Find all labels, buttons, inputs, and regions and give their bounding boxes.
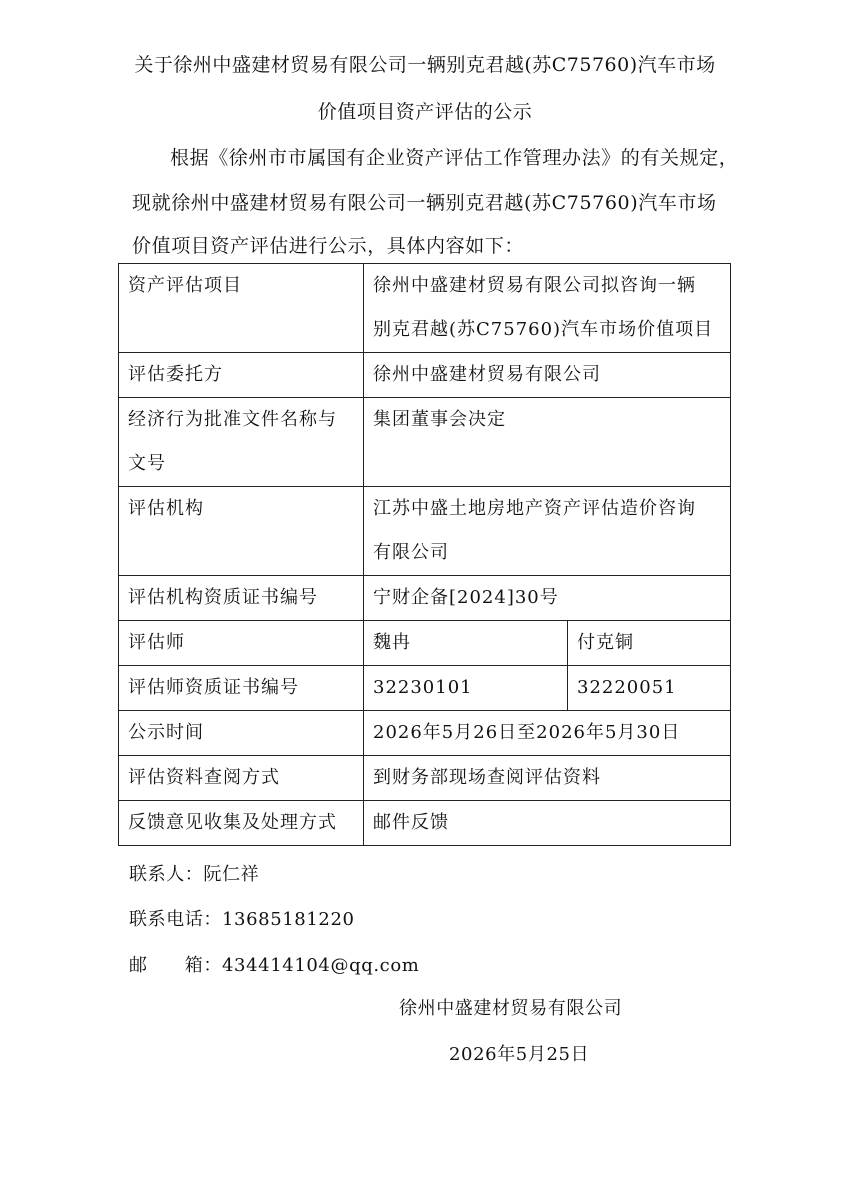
- contact-person: 联系人：阮仁祥: [129, 864, 260, 885]
- appraiser-cert-label: 评估师资质证书编号: [119, 666, 364, 711]
- appraiser-1: 魏冉: [364, 621, 568, 666]
- contact-email: [129, 951, 419, 977]
- appraiser-cert-2: 32220051: [568, 666, 731, 711]
- table-row: [119, 756, 731, 801]
- email-label: 邮 箱：: [129, 955, 222, 976]
- agency-cert-label: 评估机构资质证书编号: [119, 576, 364, 621]
- period-label: 公示时间: [119, 711, 364, 756]
- email-link[interactable]: 434414104@qq.com: [222, 955, 420, 976]
- project-value-line-2: 别克君越(苏C75760)汽车市场价值项目: [373, 319, 714, 340]
- project-value: [364, 264, 731, 353]
- table-row: [119, 353, 731, 398]
- appraiser-2: 付克铜: [568, 621, 731, 666]
- table-row: [119, 487, 731, 576]
- intro-line-2: 现就徐州中盛建材贸易有限公司一辆别克君越(苏C75760)汽车市场: [132, 192, 717, 214]
- project-label: 资产评估项目: [119, 264, 364, 353]
- feedback-label: 反馈意见收集及处理方式: [119, 801, 364, 846]
- title-line-2: 价值项目资产评估的公示: [317, 101, 533, 123]
- table-row: [119, 711, 731, 756]
- appraisal-info-table: [118, 263, 731, 846]
- agency-cert-value: 宁财企备[2024]30号: [364, 576, 731, 621]
- table-row: [119, 398, 731, 487]
- signature-company: 徐州中盛建材贸易有限公司: [399, 998, 623, 1019]
- project-value-line-1: 徐州中盛建材贸易有限公司拟咨询一辆: [373, 275, 696, 296]
- feedback-value: 邮件反馈: [364, 801, 731, 846]
- approval-label-line-2: 文号: [128, 453, 166, 474]
- table-row: [119, 666, 731, 711]
- title-line-1: 关于徐州中盛建材贸易有限公司一辆别克君越(苏C75760)汽车市场: [134, 54, 716, 76]
- table-row: [119, 621, 731, 666]
- intro-line-3: 价值项目资产评估进行公示，具体内容如下：: [132, 235, 525, 257]
- client-value: 徐州中盛建材贸易有限公司: [364, 353, 731, 398]
- intro-line-1: 根据《徐州市市属国有企业资产评估工作管理办法》的有关规定，: [170, 147, 739, 169]
- approval-value: 集团董事会决定: [364, 398, 731, 487]
- approval-label: [119, 398, 364, 487]
- appraiser-cert-1: 32230101: [364, 666, 568, 711]
- access-label: 评估资料查阅方式: [119, 756, 364, 801]
- signature-date: 2026年5月25日: [449, 1044, 590, 1065]
- approval-label-line-1: 经济行为批准文件名称与: [128, 409, 337, 430]
- table-row: [119, 801, 731, 846]
- appraiser-label: 评估师: [119, 621, 364, 666]
- agency-value-line-2: 有限公司: [373, 542, 449, 563]
- agency-value: [364, 487, 731, 576]
- agency-label: 评估机构: [119, 487, 364, 576]
- access-value: 到财务部现场查阅评估资料: [364, 756, 731, 801]
- contact-phone: 联系电话：13685181220: [129, 909, 355, 930]
- agency-value-line-1: 江苏中盛土地房地产资产评估造价咨询: [373, 498, 696, 519]
- table-row: [119, 576, 731, 621]
- period-value: 2026年5月26日至2026年5月30日: [364, 711, 731, 756]
- table-row: [119, 264, 731, 353]
- client-label: 评估委托方: [119, 353, 364, 398]
